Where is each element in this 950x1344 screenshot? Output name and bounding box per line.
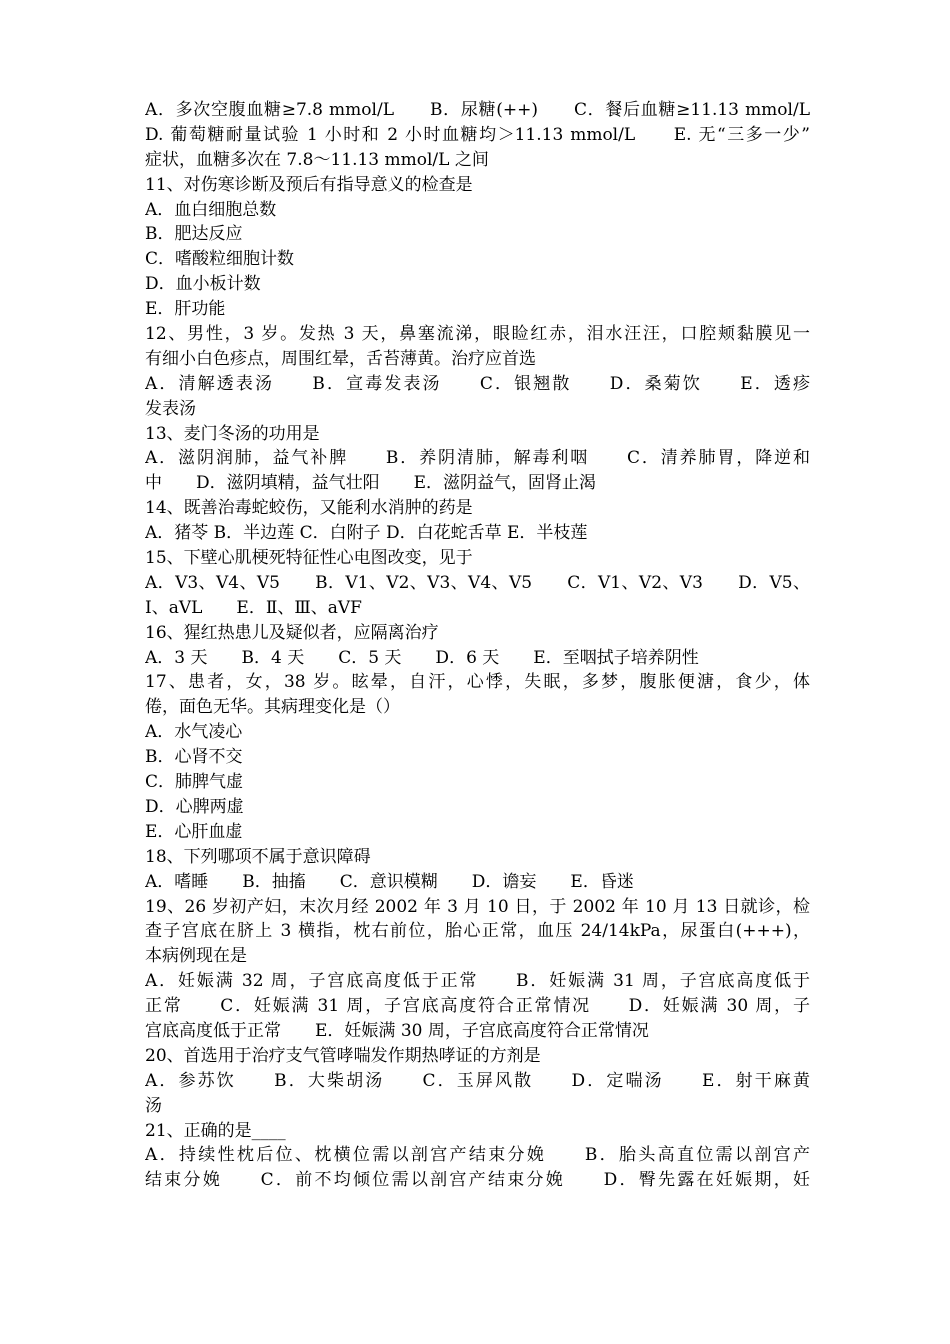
text-line: D．血小板计数 [145, 274, 261, 295]
text-line: E．心肝血虚 [145, 821, 243, 842]
text-line: B．心肾不交 [145, 747, 243, 768]
text-line: A．参苏饮 B．大柴胡汤 C．玉屏风散 D．定喘汤 E．射干麻黄 [145, 1070, 810, 1091]
text-line: 14、既善治毒蛇蛟伤，又能利水消肿的药是 [145, 498, 473, 519]
text-line: A．多次空腹血糖≥7.8 mmol/L B．尿糖(++) C．餐后血糖≥11.13 mmol/L [145, 100, 810, 120]
text-line: A．滋阴润肺，益气补脾 B．养阴清肺，解毒利咽 C．清养肺胃，降逆和 [145, 448, 810, 469]
text-line: 症状，血糖多次在 7.8～11.13 mmol/L 之间 [145, 149, 489, 170]
text-line: 本病例现在是 [145, 946, 247, 967]
text-line: 11、对伤寒诊断及预后有指导意义的检查是 [145, 174, 473, 195]
text-line: A．妊娠满 32 周，子宫底高度低于正常 B．妊娠满 31 周，子宫底高度低于 [145, 971, 810, 992]
text-line: 18、下列哪项不属于意识障碍 [145, 846, 371, 867]
text-line: 发表汤 [145, 398, 196, 419]
text-line: E．肝功能 [145, 299, 226, 320]
text-line: D．心脾两虚 [145, 796, 244, 817]
text-line: 结束分娩 C．前不均倾位需以剖宫产结束分娩 D．臀先露在妊娠期，妊 [145, 1170, 810, 1191]
text-line: 倦，面色无华。其病理变化是（） [145, 697, 400, 718]
text-line: 汤 [145, 1095, 162, 1116]
text-line: A．持续性枕后位、枕横位需以剖宫产结束分娩 B．胎头高直位需以剖宫产 [145, 1145, 810, 1166]
document-page [145, 98, 810, 1193]
text-line: 20、首选用于治疗支气管哮喘发作期热哮证的方剂是 [145, 1045, 541, 1066]
text-line: A．V3、V4、V5 B．V1、V2、V3、V4、V5 C．V1、V2、V3 D．V5、 [145, 572, 810, 593]
text-line: A．水气凌心 [145, 722, 243, 743]
text-line: 16、猩红热患儿及疑似者，应隔离治疗 [145, 622, 439, 643]
text-line: A．血白细胞总数 [145, 199, 277, 220]
text-line: A．清解透表汤 B．宣毒发表汤 C．银翘散 D．桑菊饮 E．透疹 [145, 373, 810, 394]
text-line: 15、下壁心肌梗死特征性心电图改变，见于 [145, 548, 473, 569]
text-line: 12、男性，3 岁。发热 3 天，鼻塞流涕，眼睑红赤，泪水汪汪，口腔颊黏膜见一 [145, 324, 810, 345]
text-line: 查子宫底在脐上 3 横指，枕右前位，胎心正常，血压 24/14kPa，尿蛋白(+++)， [145, 921, 810, 942]
text-line: C．肺脾气虚 [145, 772, 244, 793]
text-line: 有细小白色疹点，周围红晕，舌苔薄黄。治疗应首选 [145, 348, 536, 369]
text-line: A．3 天 B．4 天 C．5 天 D．6 天 E．至咽拭子培养阴性 [145, 647, 699, 668]
text-line: 19、26 岁初产妇，末次月经 2002 年 3 月 10 日，于 2002 年 10 月 13 日就诊，检 [145, 896, 810, 917]
text-line: 17、患者，女，38 岁。眩晕，自汗，心悸，失眠，多梦，腹胀便溏，食少，体 [145, 672, 810, 693]
text-line: A．嗜睡 B．抽搐 C．意识模糊 D．谵妄 E．昏迷 [145, 871, 634, 892]
text-line: 正常 C．妊娠满 31 周，子宫底高度符合正常情况 D．妊娠满 30 周，子 [145, 996, 810, 1017]
text-line: 宫底高度低于正常 E．妊娠满 30 周，子宫底高度符合正常情况 [145, 1020, 649, 1041]
text-line: A．猪苓 B．半边莲 C．白附子 D．白花蛇舌草 E．半枝莲 [145, 523, 588, 544]
text-line: I、aVL E．Ⅱ、Ⅲ、aVF [145, 597, 362, 618]
text-line: 21、正确的是____ [145, 1120, 286, 1141]
text-line: 中 D．滋阴填精，益气壮阳 E．滋阴益气，固肾止渴 [145, 473, 597, 494]
text-line: D. 葡萄糖耐量试验 1 小时和 2 小时血糖均＞11.13 mmol/L E. 无“三多一少” [145, 124, 810, 145]
text-line: B．肥达反应 [145, 224, 243, 245]
text-line: C．嗜酸粒细胞计数 [145, 249, 295, 270]
text-line: 13、麦门冬汤的功用是 [145, 423, 320, 444]
